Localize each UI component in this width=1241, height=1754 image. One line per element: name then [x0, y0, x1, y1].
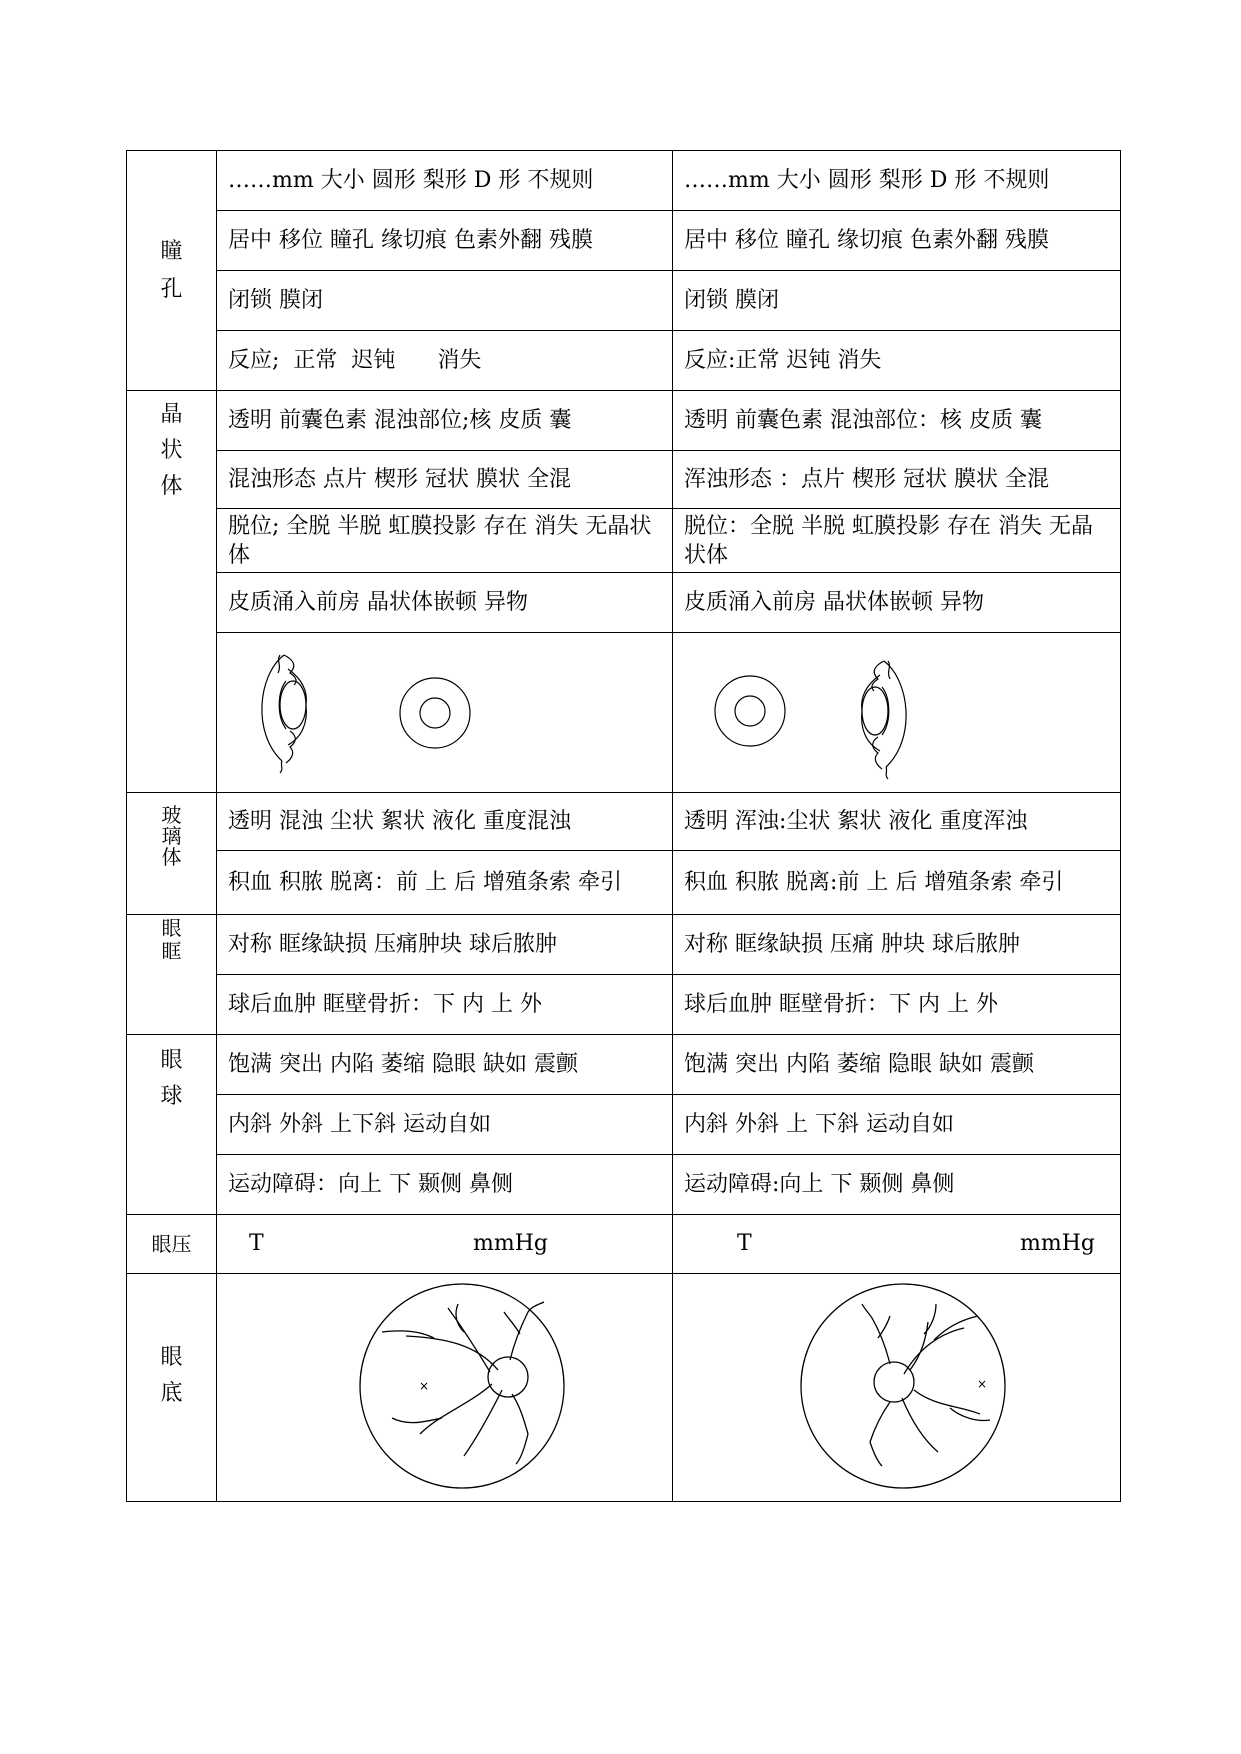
- os-lens-sketch: [684, 633, 1121, 792]
- lens-front-view-icon: [715, 676, 785, 746]
- fundus-circle-icon: [360, 1284, 564, 1488]
- od-vitreous-hemorrhage: 积血 积脓 脱离：前 上 后 增殖条索 牵引: [217, 851, 673, 915]
- section-vitreous: [127, 793, 217, 915]
- od-fundus-sketch: [228, 1274, 673, 1501]
- fundus-circle-icon: [801, 1284, 1005, 1488]
- os-lens-cortex: 皮质涌入前房 晶状体嵌顿 异物: [673, 573, 1121, 633]
- section-label-vitreous: 玻璃体: [161, 803, 182, 869]
- eyeball-row-3: [127, 1155, 1121, 1215]
- od-vitreous-opacity: 透明 混浊 尘状 絮状 液化 重度混浊: [217, 793, 673, 851]
- os-orbit-symmetry: 对称 眶缘缺损 压痛 肿块 球后脓肿: [673, 915, 1121, 975]
- section-iop: [127, 1215, 217, 1274]
- section-label-orbit: 眼眶: [161, 916, 182, 963]
- os-pupil-size: ……mm 大小 圆形 梨形 D 形 不规则: [673, 151, 1121, 211]
- fundus-macula-marker: ×: [976, 1377, 988, 1391]
- lens-row-4: [127, 573, 1121, 633]
- eye-exam-table: [126, 150, 1121, 1502]
- eyeball-row-2: [127, 1095, 1121, 1155]
- os-eyeball-position: 饱满 突出 内陷 萎缩 隐眼 缺如 震颤: [673, 1035, 1121, 1095]
- pupil-row-3: [127, 271, 1121, 331]
- section-label-iop: 眼压: [151, 1232, 192, 1256]
- od-lens-cortex: 皮质涌入前房 晶状体嵌顿 异物: [217, 573, 673, 633]
- section-pupil: [127, 151, 217, 391]
- lens-diagram-row: [127, 633, 1121, 793]
- eyeball-row-1: [127, 1035, 1121, 1095]
- os-lens-diagram: [673, 633, 1121, 793]
- os-pupil-position: 居中 移位 瞳孔 缘切痕 色素外翻 残膜: [673, 211, 1121, 271]
- od-iop: [217, 1215, 673, 1274]
- pupil-row-4: [127, 331, 1121, 391]
- od-orbit-symmetry: 对称 眶缘缺损 压痛肿块 球后脓肿: [217, 915, 673, 975]
- od-pupil-size: ……mm 大小 圆形 梨形 D 形 不规则: [217, 151, 673, 211]
- od-lens-diagram: [217, 633, 673, 793]
- od-lens-opacity: 透明 前囊色素 混浊部位;核 皮质 囊: [217, 391, 673, 451]
- od-iop-unit: mmHg: [473, 1231, 548, 1256]
- section-orbit: [127, 915, 217, 1035]
- os-fundus-diagram: [673, 1274, 1121, 1502]
- vitreous-row-1: [127, 793, 1121, 851]
- eye-side-view-icon: [862, 661, 906, 779]
- od-lens-dislocation: 脱位; 全脱 半脱 虹膜投影 存在 消失 无晶状体: [217, 509, 673, 573]
- os-eyeball-strabismus: 内斜 外斜 上 下斜 运动自如: [673, 1095, 1121, 1155]
- orbit-row-2: [127, 975, 1121, 1035]
- lens-front-view-icon: [400, 678, 470, 748]
- od-lens-opacity-form: 混浊形态 点片 楔形 冠状 膜状 全混: [217, 451, 673, 509]
- orbit-row-1: [127, 915, 1121, 975]
- od-iop-t: T: [249, 1231, 264, 1256]
- section-label-eyeball: 眼球: [160, 1048, 183, 1109]
- os-vitreous-opacity: 透明 浑浊:尘状 絮状 液化 重度浑浊: [673, 793, 1121, 851]
- os-lens-dislocation: 脱位：全脱 半脱 虹膜投影 存在 消失 无晶状体: [673, 509, 1121, 573]
- section-fundus: [127, 1274, 217, 1502]
- os-vitreous-hemorrhage: 积血 积脓 脱离:前 上 后 增殖条索 牵引: [673, 851, 1121, 915]
- os-lens-opacity-form: 浑浊形态 ：点片 楔形 冠状 膜状 全混: [673, 451, 1121, 509]
- os-iop: [673, 1215, 1121, 1274]
- vitreous-row-2: [127, 851, 1121, 915]
- pupil-row-2: [127, 211, 1121, 271]
- od-eyeball-motility: 运动障碍：向上 下 颞侧 鼻侧: [217, 1155, 673, 1215]
- section-lens: [127, 391, 217, 793]
- section-label-fundus: 眼底: [160, 1344, 183, 1406]
- os-eyeball-motility: 运动障碍:向上 下 颞侧 鼻侧: [673, 1155, 1121, 1215]
- od-pupil-reaction: 反应; 正常 迟钝 消失: [217, 331, 673, 391]
- os-pupil-occlusion: 闭锁 膜闭: [673, 271, 1121, 331]
- od-pupil-occlusion: 闭锁 膜闭: [217, 271, 673, 331]
- pupil-row-1: [127, 151, 1121, 211]
- iop-row: [127, 1215, 1121, 1274]
- od-eyeball-strabismus: 内斜 外斜 上下斜 运动自如: [217, 1095, 673, 1155]
- section-label-pupil: 瞳孔: [160, 238, 183, 302]
- section-label-lens: 晶状体: [160, 402, 183, 499]
- od-eyeball-position: 饱满 突出 内陷 萎缩 隐眼 缺如 震颤: [217, 1035, 673, 1095]
- os-iop-t: T: [737, 1231, 752, 1256]
- os-orbit-fracture: 球后血肿 眶壁骨折：下 内 上 外: [673, 975, 1121, 1035]
- optic-disc-icon: [488, 1357, 528, 1397]
- od-orbit-fracture: 球后血肿 眶壁骨折：下 内 上 外: [217, 975, 673, 1035]
- lens-row-1: [127, 391, 1121, 451]
- fundus-row: [127, 1274, 1121, 1502]
- fundus-macula-marker: ×: [418, 1379, 430, 1393]
- lens-row-2: [127, 451, 1121, 509]
- section-eyeball: [127, 1035, 217, 1215]
- eye-side-view-icon: [262, 655, 306, 773]
- od-lens-sketch: [228, 633, 673, 792]
- os-lens-opacity: 透明 前囊色素 混浊部位：核 皮质 囊: [673, 391, 1121, 451]
- os-fundus-sketch: [684, 1274, 1121, 1501]
- os-iop-unit: mmHg: [1020, 1231, 1095, 1256]
- od-fundus-diagram: [217, 1274, 673, 1502]
- od-pupil-position: 居中 移位 瞳孔 缘切痕 色素外翻 残膜: [217, 211, 673, 271]
- lens-row-3: [127, 509, 1121, 573]
- os-pupil-reaction: 反应:正常 迟钝 消失: [673, 331, 1121, 391]
